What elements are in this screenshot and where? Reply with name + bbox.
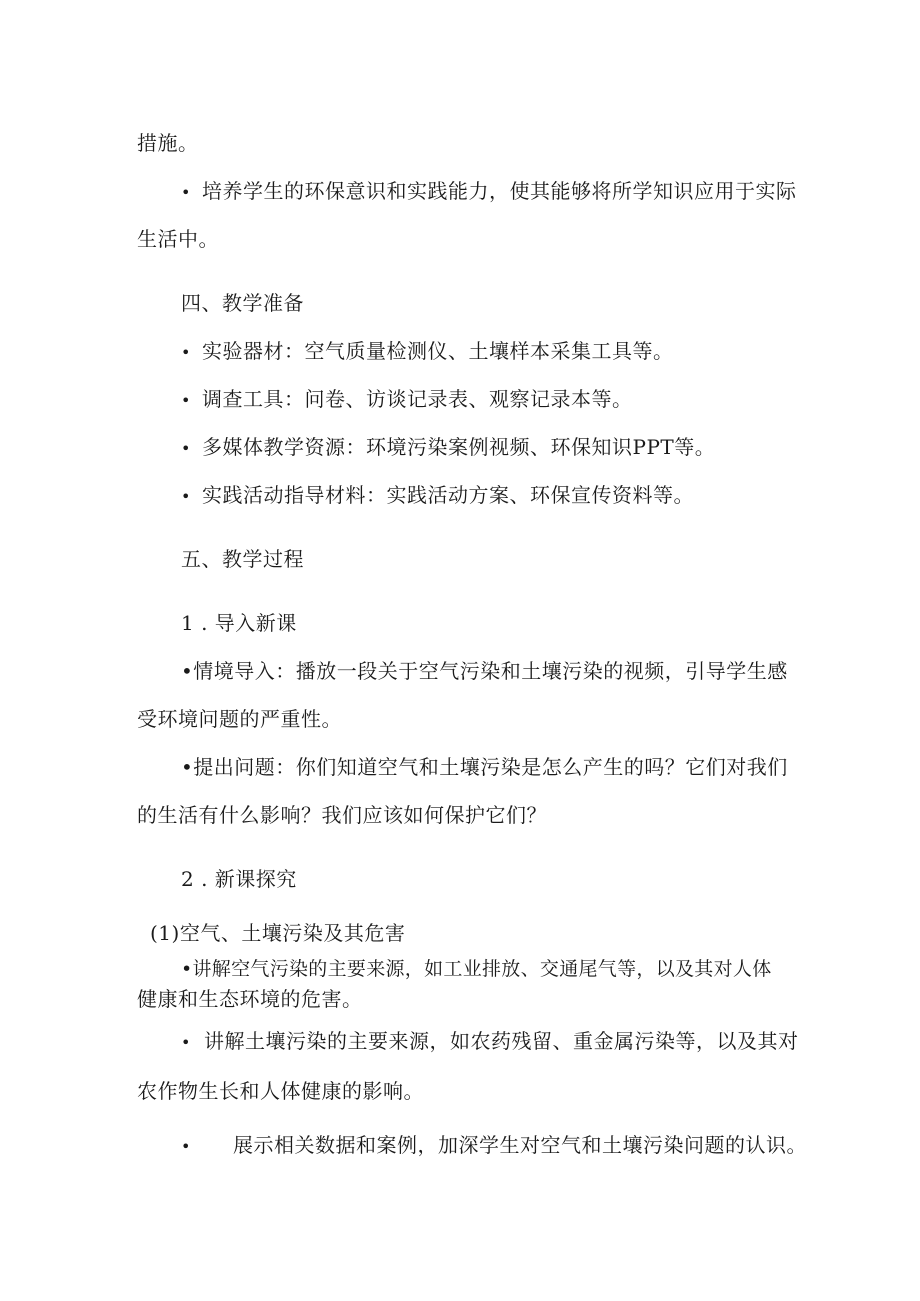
subsection-heading: 1 . 导入新课 (181, 611, 297, 635)
list-item-text: 讲解土壤污染的主要来源，如农药残留、重金属污染等，以及其对 (204, 1029, 799, 1053)
list-item-text: 培养学生的环保意识和实践能力，使其能够将所学知识应用于实际 (202, 179, 797, 203)
list-item-text: 实验器材：空气质量检测仪、土壤样本采集工具等。 (202, 339, 674, 363)
paragraph-line: •讲解空气污染的主要来源，如工业排放、交通尾气等，以及其对人体 (181, 958, 772, 980)
list-item-text: 调查工具：问卷、访谈记录表、观察记录本等。 (202, 387, 633, 411)
list-item-text: 实践活动指导材料：实践活动方案、环保宣传资料等。 (202, 483, 694, 507)
bullet-marker: • (181, 343, 191, 362)
section-heading: 四、教学准备 (181, 291, 304, 315)
paragraph-line: 受环境问题的严重性。 (137, 707, 342, 731)
bullet-marker: • (181, 487, 191, 506)
section-heading: 五、教学过程 (181, 547, 304, 571)
bullet-marker: • (181, 1033, 191, 1052)
paragraph-line: •提出问题：你们知道空气和土壤污染是怎么产生的吗？它们对我们 (181, 755, 788, 779)
bullet-marker: • (181, 1137, 191, 1156)
text-line: 措施。 (137, 131, 199, 155)
paragraph-line: 的生活有什么影响？我们应该如何保护它们？ (137, 803, 547, 827)
subsection-heading: (1)空气、土壤污染及其危害 (150, 921, 406, 945)
bullet-marker: • (181, 183, 191, 202)
paragraph-line: 农作物生长和人体健康的影响。 (137, 1079, 424, 1103)
list-item-text: 展示相关数据和案例，加深学生对空气和土壤污染问题的认识。 (233, 1133, 807, 1157)
subsection-heading: 2 . 新课探究 (181, 867, 297, 891)
bullet-marker: • (181, 439, 191, 458)
list-item-text: 多媒体教学资源：环境污染案例视频、环保知识PPT等。 (202, 435, 716, 459)
text-line: 生活中。 (137, 227, 219, 251)
bullet-marker: • (181, 391, 191, 410)
paragraph-line: 健康和生态环境的危害。 (137, 987, 363, 1011)
paragraph-line: •情境导入：播放一段关于空气污染和土壤污染的视频，引导学生感 (181, 659, 788, 683)
